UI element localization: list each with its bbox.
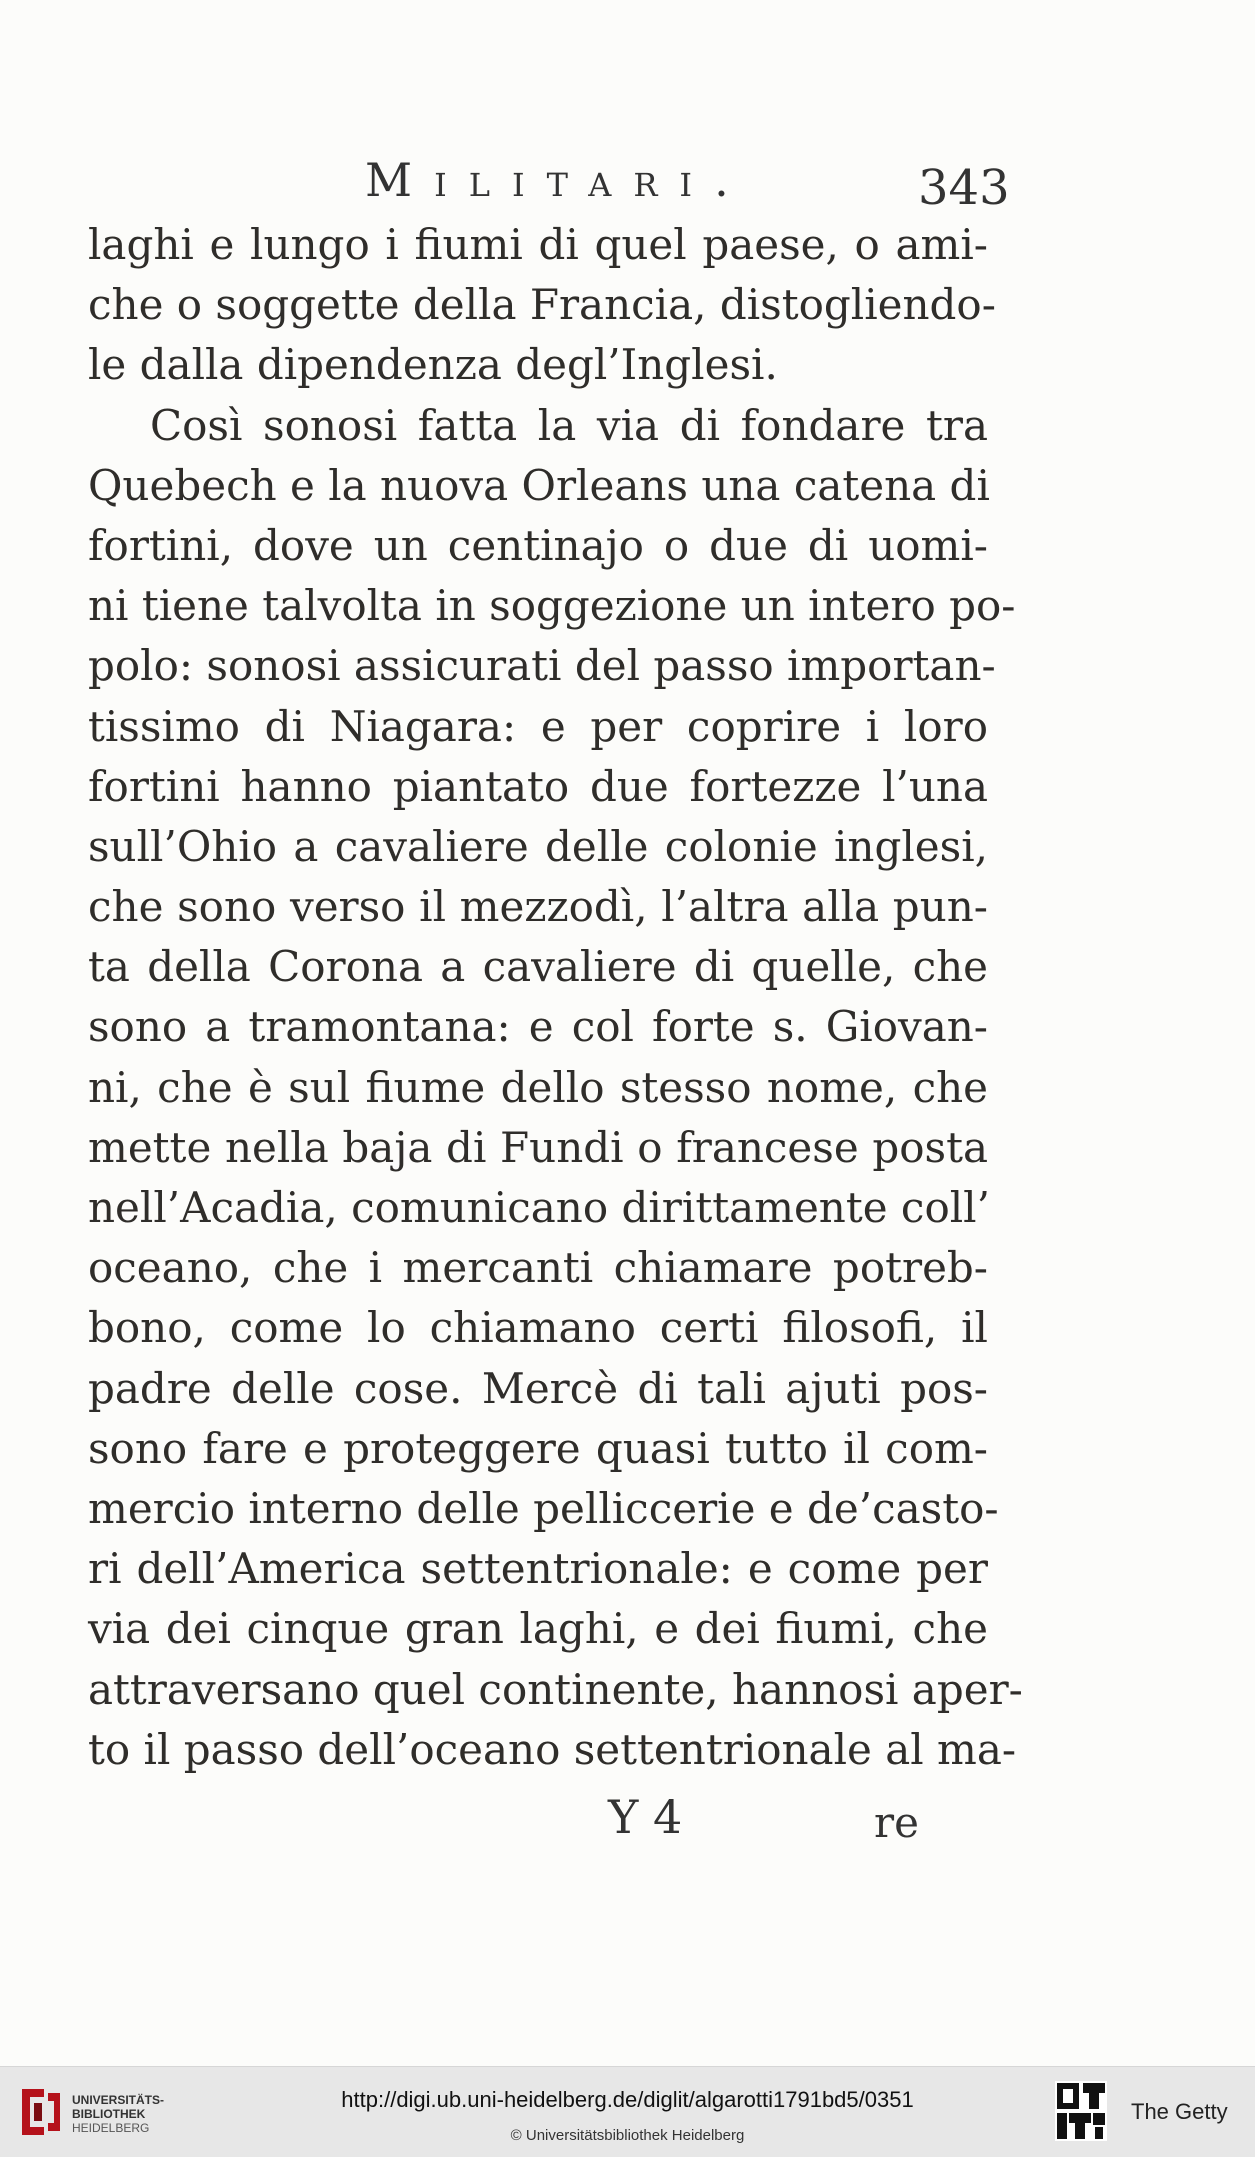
signature-mark: Y 4 — [608, 1790, 683, 1844]
permalink-url[interactable]: http://digi.ub.uni-heidelberg.de/diglit/algarotti1791bd5/0351 — [341, 2087, 914, 2112]
text-line: polo: sonosi assicurati del passo importan- — [88, 641, 996, 691]
text-line: Quebech e la nuova Orleans una catena di — [88, 460, 990, 510]
page-number: 343 — [918, 160, 1010, 216]
ub-logo-line: BIBLIOTHEK — [72, 2107, 146, 2121]
text-line: to il passo dell’oceano settentrionale al ma- — [88, 1724, 1017, 1774]
getty-name: The Getty — [1131, 2099, 1228, 2124]
viewer-footer — [0, 2066, 1255, 2157]
text-line: Così sonosi fatta la via di fondare tra — [150, 400, 988, 450]
body-text — [88, 215, 1023, 1780]
copyright-notice: © Universitätsbibliothek Heidelberg — [510, 2127, 745, 2144]
ub-logo-line: HEIDELBERG — [72, 2121, 150, 2135]
text-line: oceano, che i mercanti chiamare potreb- — [88, 1243, 988, 1293]
text-line: ta della Corona a cavaliere di quelle, che — [88, 942, 988, 992]
text-line: sono a tramontana: e col forte s. Giovan- — [88, 1002, 988, 1052]
text-line: tissimo di Niagara: e per coprire i loro — [88, 701, 988, 751]
ub-logo-line: UNIVERSITÄTS- — [72, 2093, 165, 2107]
running-head: Militari. — [365, 153, 751, 207]
text-line: laghi e lungo i fiumi di quel paese, o ami- — [88, 220, 988, 269]
text-line: mette nella baja di Fundi o francese posta — [88, 1122, 988, 1172]
text-line: che o soggette della Francia, distogliendo- — [88, 280, 996, 330]
text-line: sull’Ohio a cavaliere delle colonie inglesi, — [88, 821, 988, 871]
text-line: bono, come lo chiamano certi filosofi, il — [88, 1303, 988, 1353]
getty-logo-icon — [1055, 2081, 1107, 2141]
text-line: le dalla dipendenza degl’Inglesi. — [88, 340, 778, 390]
text-line: ni, che è sul fiume dello stesso nome, che — [88, 1062, 988, 1112]
text-line: ri dell’America settentrionale: e come per — [88, 1544, 988, 1594]
text-line: che sono verso il mezzodì, l’altra alla pun- — [88, 882, 988, 932]
text-line: attraversano quel continente, hannosi aper- — [88, 1664, 1023, 1714]
text-line: via dei cinque gran laghi, e dei fiumi, che — [88, 1604, 988, 1654]
getty-logo[interactable] — [1055, 2081, 1245, 2145]
text-line: ni tiene talvolta in soggezione un intero po- — [88, 581, 1016, 631]
text-line: fortini hanno piantato due fortezze l’una — [88, 761, 988, 811]
text-line: mercio interno delle pelliccerie e de’casto- — [88, 1483, 999, 1533]
text-line: padre delle cose. Mercè di tali ajuti pos- — [88, 1363, 988, 1413]
text-line: fortini, dove un centinajo o due di uomi- — [88, 520, 988, 570]
catchword: re — [874, 1798, 919, 1847]
text-line: sono fare e proteggere quasi tutto il com- — [88, 1423, 988, 1473]
text-line: nell’Acadia, comunicano dirittamente coll’ — [88, 1183, 990, 1232]
